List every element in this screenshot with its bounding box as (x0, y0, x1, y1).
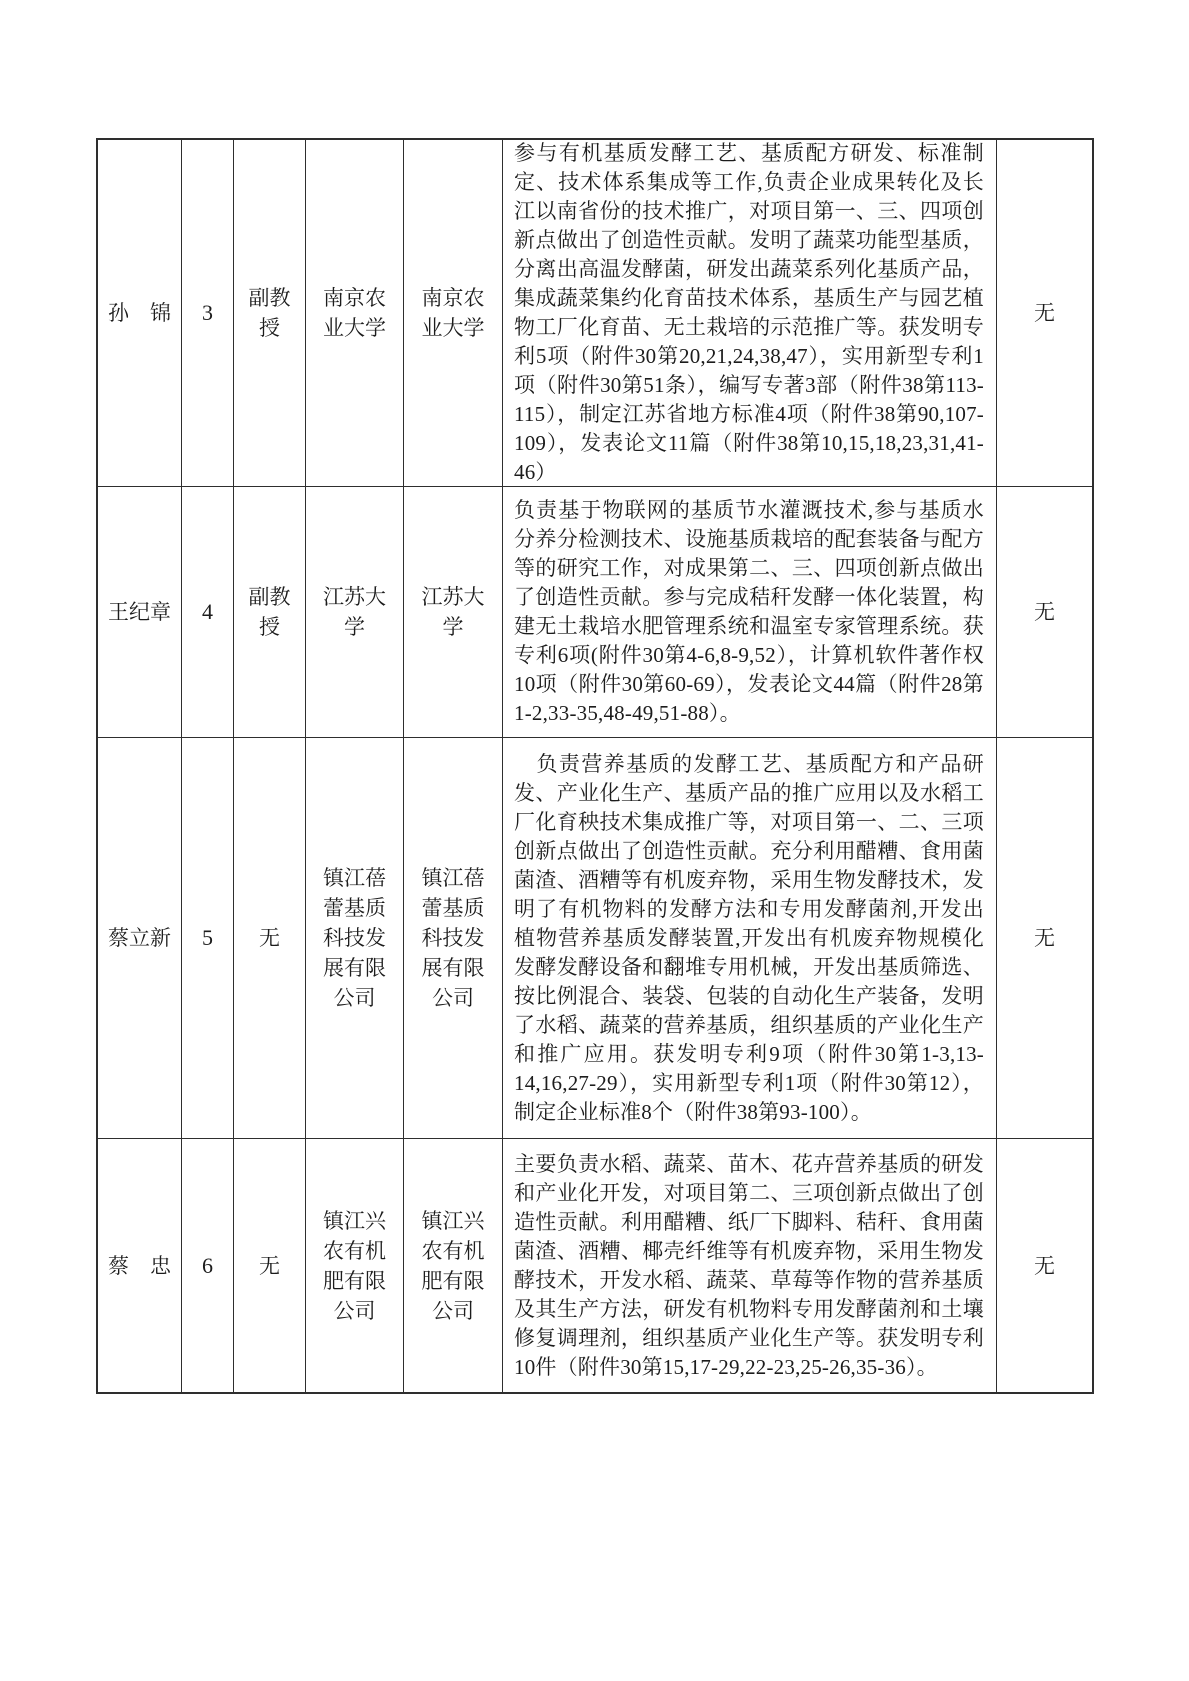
member-rank (182, 1139, 234, 1392)
member-contribution (503, 738, 997, 1139)
member-title: 无 (234, 1139, 306, 1392)
rank-number: 6 (202, 1252, 213, 1278)
rank-number: 5 (202, 925, 213, 950)
member-contribution (503, 487, 997, 738)
member-remark: 无 (997, 487, 1092, 738)
rank-number: 3 (202, 300, 213, 325)
member-rank (182, 738, 234, 1139)
member-rank (182, 140, 234, 487)
contribution-text: 参与有机基质发酵工艺、基质配方研发、标准制定、技术体系集成等工作,负责企业成果转化及长江以南省份的技术推广，对项目第一、三、四项创新点做出了创造性贡献。发明了蔬菜功能型基质，分离出高温发酵菌，研发出蔬菜系列化基质产品，集成蔬菜集约化育苗技术体系，基质生产与园艺植物工厂化育苗、无土栽培的示范推广等。获发明专利5项（附件30第20,21,24,38,47），实用新型专利1项（附件30第51条），编写专著3部（附件38第113-115），制定江苏省地方标准4项（附件38第90,107-109），发表论文11篇（附件38第10,15,18,23,31,41-46） (514, 141, 984, 484)
member-remark: 无 (1034, 1253, 1055, 1278)
contribution-text: 主要负责水稻、蔬菜、苗木、花卉营养基质的研发和产业化开发，对项目第二、三项创新点做出了创造性贡献。利用醋糟、纸厂下脚料、秸秆、食用菌菌渣、酒糟、椰壳纤维等有机废弃物，采用生物发酵技术，开发水稻、蔬菜、草莓等作物的营养基质及其生产方法，研发有机物料专用发酵菌剂和土壤修复调理剂，组织基质产业化生产等。获发明专利10件（附件30第15,17-29,22-23,25-26,35-36）。 (514, 1151, 984, 1379)
member-second-unit: 江苏大学 (404, 487, 503, 738)
member-work-unit: 镇江蓓蕾基质科技发展有限公司 (306, 738, 404, 1139)
member-title: 副教授 (234, 140, 306, 487)
member-name: 王纪章 (98, 487, 182, 738)
contribution-text: 负责基于物联网的基质节水灌溉技术,参与基质水分养分检测技术、设施基质栽培的配套装备与配方等的研究工作，对成果第二、三、四项创新点做出了创造性贡献。参与完成秸秆发酵一体化装置，构建无土栽培水肥管理系统和温室专家管理系统。获专利6项(附件30第4-6,8-9,52），计算机软件著作权10项（附件30第60-69），发表论文44篇（附件28第1-2,33-35,48-49,51-88）。 (514, 498, 984, 725)
member-work-unit: 镇江兴农有机肥有限公司 (306, 1139, 404, 1392)
member-second-unit: 镇江蓓蕾基质科技发展有限公司 (404, 738, 503, 1139)
member-contribution (503, 1139, 997, 1392)
member-second-unit: 镇江兴农有机肥有限公司 (404, 1139, 503, 1392)
rank-number: 4 (202, 599, 213, 624)
member-second-unit: 南京农业大学 (404, 140, 503, 487)
contribution-text: 负责营养基质的发酵工艺、基质配方和产品研发、产业化生产、基质产品的推广应用以及水稻工厂化育秧技术集成推广等，对项目第一、二、三项创新点做出了创造性贡献。充分利用醋糟、食用菌菌渣、酒糟等有机废弃物，采用生物发酵技术，发明了有机物料的发酵方法和专用发酵菌剂,开发出植物营养基质发酵装置,开发出有机废弃物规模化发酵发酵设备和翻堆专用机械，开发出基质筛选、按比例混合、装袋、包装的自动化生产装备，发明了水稻、蔬菜的营养基质，组织基质的产业化生产和推广应用。获发明专利9项（附件30第1-3,13-14,16,27-29），实用新型专利1项（附件30第12），制定企业标准8个（附件38第93-100）。 (514, 751, 984, 1124)
member-rank (182, 487, 234, 738)
member-remark: 无 (997, 140, 1092, 487)
project-members-table (96, 138, 1094, 1394)
member-name: 蔡立新 (98, 738, 182, 1139)
member-title: 无 (234, 738, 306, 1139)
member-name: 孙 锦 (98, 140, 182, 487)
member-name: 蔡 忠 (98, 1139, 182, 1392)
member-work-unit: 江苏大学 (306, 487, 404, 738)
member-remark: 无 (997, 738, 1092, 1139)
member-title: 副教授 (234, 487, 306, 738)
member-work-unit: 南京农业大学 (306, 140, 404, 487)
member-contribution (503, 140, 997, 487)
